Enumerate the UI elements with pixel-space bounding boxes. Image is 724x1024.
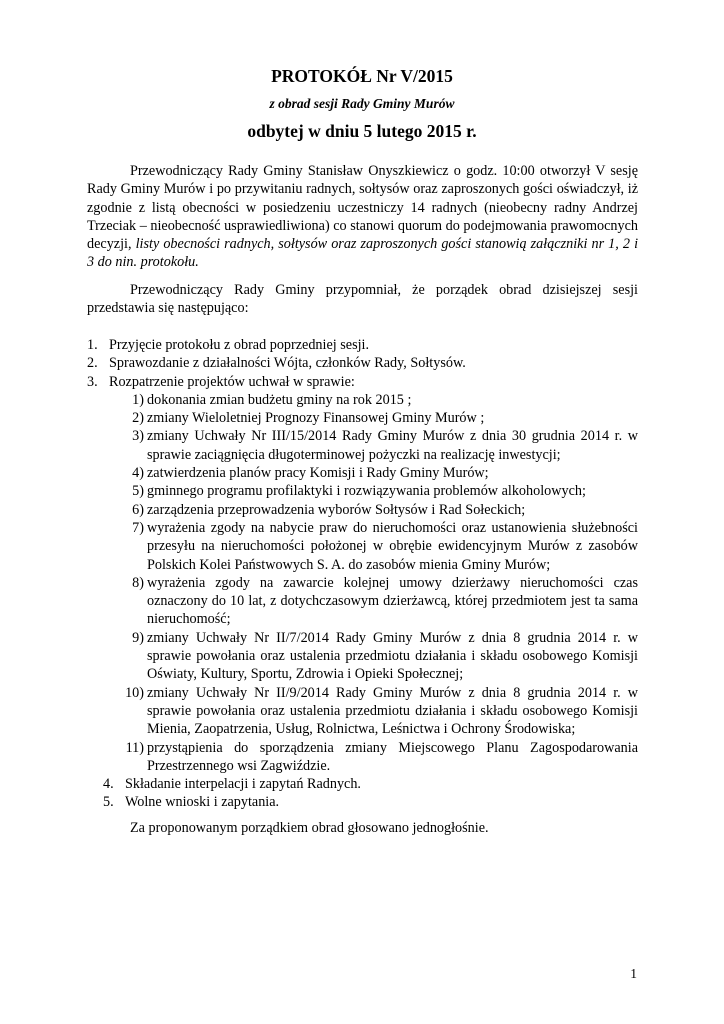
agenda-item: [87, 336, 638, 354]
resolution-item: [87, 427, 638, 464]
resolution-number: 7): [132, 519, 144, 536]
resolution-number: 3): [132, 428, 144, 445]
resolution-text: zmiany Uchwały Nr II/7/2014 Rady Gminy Murów z dnia 8 grudnia 2014 r. w sprawie powołania oraz ustalenia przedmiotu działania i składu osobowego Komisji Oświaty, Kultury, Sportu, Zdrowia i Opieki Społecznej;: [147, 629, 638, 683]
agenda-item-number: 2.: [87, 355, 98, 372]
resolution-number: 2): [132, 410, 144, 427]
resolution-text: zmiany Wieloletniej Prognozy Finansowej Gminy Murów ;: [147, 410, 485, 427]
resolution-item: [87, 391, 638, 409]
resolution-item: [87, 574, 638, 629]
resolution-number: 4): [132, 465, 144, 482]
resolution-item: [87, 629, 638, 684]
resolution-number: 9): [132, 629, 144, 646]
resolution-number: 10): [125, 684, 144, 701]
agenda-item-text: Rozpatrzenie projektów uchwał w sprawie:: [109, 373, 355, 390]
agenda-item-text: Wolne wnioski i zapytania.: [125, 794, 280, 811]
resolution-number: 1): [132, 391, 144, 408]
resolution-text: wyrażenia zgody na zawarcie kolejnej umowy dzierżawy nieruchomości czas oznaczony do 10 lat, z dotychczasowym dzierżawcą, której przedmiotem jest ta sama nieruchomość;: [147, 574, 638, 628]
resolution-number: 6): [132, 501, 144, 518]
resolution-text: zmiany Uchwały Nr III/15/2014 Rady Gminy Murów z dnia 30 grudnia 2014 r. w sprawie zaciągnięcia długoterminowej pożyczki na realizację inwestycji;: [147, 428, 638, 463]
agenda-item: [87, 793, 638, 811]
opening-text: Przewodniczący Rady Gminy Stanisław Onyszkiewicz o godz. 10:00 otworzył V sesję Rady Gminy Murów i po przywitaniu radnych, sołtysów oraz zaproszonych gości oświadczył, iż zgodnie z listą obecności w posiedzeniu uczestniczy 14 radnych (nieobecny radny Andrzej Trzeciak – nieobecność usprawiedliwiona) co stanowi quorum do podejmowania prawomocnych decyzji,: [87, 163, 638, 253]
agenda-list: [87, 336, 638, 812]
resolution-text: dokonania zmian budżetu gminy na rok 2015 ;: [147, 391, 412, 408]
resolution-item: [87, 409, 638, 427]
resolution-text: wyrażenia zgody na nabycie praw do nieruchomości oraz ustanowienia służebności przesyłu na nieruchomości położonej w obrębie ewidencyjnym Murów z zasobów Polskich Kolei Państwowych S. A. do zasobów mienia Gminy Murów;: [147, 519, 638, 573]
resolution-number: 5): [132, 483, 144, 500]
agenda-item-number: 1.: [87, 337, 98, 353]
resolution-text: zatwierdzenia planów pracy Komisji i Rady Gminy Murów;: [147, 465, 489, 482]
vote-result: Za proponowanym porządkiem obrad głosowano jednogłośnie.: [130, 820, 489, 836]
resolution-text: gminnego programu profilaktyki i rozwiązywania problemów alkoholowych;: [147, 483, 586, 500]
resolution-item: [87, 482, 638, 500]
agenda-item-text: Przyjęcie protokołu z obrad poprzedniej sesji.: [109, 337, 370, 353]
session-date: odbytej w dniu 5 lutego 2015 r.: [247, 121, 477, 141]
opening-paragraph: [87, 162, 638, 272]
agenda-intro: Przewodniczący Rady Gminy przypomniał, że porządek obrad dzisiejszej sesji przedstawia się następująco:: [87, 282, 638, 317]
resolution-item: [87, 684, 638, 739]
resolution-number: 11): [125, 739, 144, 756]
resolution-text: zmiany Uchwały Nr II/9/2014 Rady Gminy Murów z dnia 8 grudnia 2014 r. w sprawie powołania oraz ustalenia przedmiotu działania i składu osobowego Komisji Mienia, Zaopatrzenia, Usług, Rolnictwa, Leśnictwa i Ochrony Środowiska;: [147, 684, 638, 738]
agenda-item: [87, 354, 638, 372]
agenda-item-text: Sprawozdanie z działalności Wójta, członków Rady, Sołtysów.: [109, 355, 466, 372]
document-subtitle: z obrad sesji Rady Gminy Murów: [269, 96, 455, 111]
agenda-item-text: Składanie interpelacji i zapytań Radnych.: [125, 776, 361, 793]
agenda-item: [87, 775, 638, 793]
agenda-item-number: 4.: [103, 776, 114, 793]
document-title: PROTOKÓŁ Nr V/2015: [271, 66, 453, 86]
resolution-item: [87, 519, 638, 574]
resolution-item: [87, 501, 638, 519]
resolution-text: zarządzenia przeprowadzenia wyborów Sołtysów i Rad Sołeckich;: [147, 501, 526, 518]
agenda-item: [87, 373, 638, 391]
attachments-note: listy obecności radnych, sołtysów oraz zaproszonych gości stanowią załączniki nr 1, 2 i 3 do nin. protokołu.: [87, 236, 639, 271]
resolution-text: przystąpienia do sporządzenia zmiany Miejscowego Planu Zagospodarowania Przestrzennego wsi Zagwiździe.: [147, 739, 638, 774]
agenda-item-number: 5.: [103, 794, 114, 811]
resolution-item: [87, 739, 638, 776]
resolution-number: 8): [132, 574, 144, 591]
page-number: 1: [630, 966, 637, 981]
agenda-item-number: 3.: [87, 373, 98, 390]
resolution-item: [87, 464, 638, 482]
